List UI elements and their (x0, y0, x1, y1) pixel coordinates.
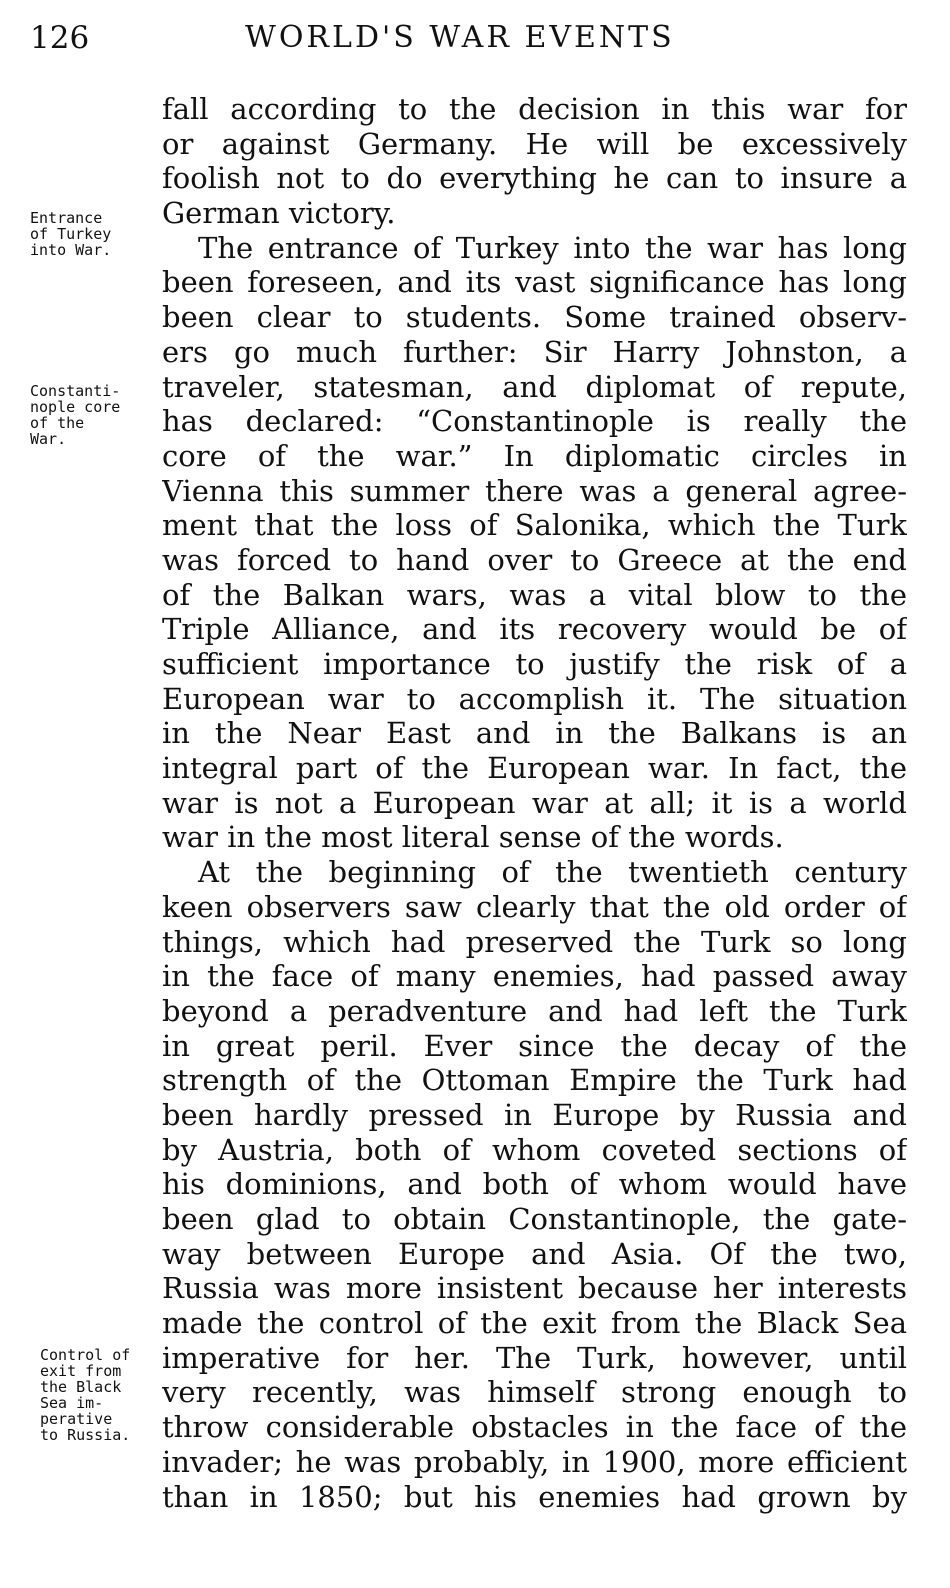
margin-note-line: Entrance (30, 209, 103, 227)
text-line: fall according to the decision in this war for (162, 92, 907, 126)
text-line: made the control of the exit from the Black Sea (162, 1306, 907, 1341)
text-line: war in the most literal sense of the words. (162, 820, 784, 855)
text-line: traveler, statesman, and diplomat of repute, (162, 369, 907, 404)
text-line: his dominions, and both of whom would have (162, 1167, 907, 1202)
body-text (162, 92, 907, 1514)
text-line: sufficient importance to justify the risk of a (162, 647, 907, 681)
text-line: things, which had preserved the Turk so long (162, 924, 907, 959)
margin-note-line: of Turkey (30, 225, 112, 243)
text-line: Russia was more insistent because her interests (162, 1271, 907, 1306)
text-line: keen observers saw clearly that the old order of (162, 889, 907, 924)
text-line: The entrance of Turkey into the war has long (198, 230, 907, 265)
text-line: strength of the Ottoman Empire the Turk had (162, 1063, 907, 1098)
text-line: has declared: “Constantinople is really the (162, 404, 907, 439)
text-line: ers go much further: Sir Harry Johnston, a (162, 334, 907, 369)
text-line: Vienna this summer there was a general agree- (162, 473, 907, 508)
text-line: way between Europe and Asia. Of the two, (162, 1236, 907, 1271)
margin-note-line: perative (40, 1410, 113, 1428)
text-line: been hardly pressed in Europe by Russia and (162, 1097, 907, 1132)
margin-note-black-sea (40, 1347, 168, 1443)
margin-note-line: nople core (30, 398, 121, 416)
text-line: throw considerable obstacles in the face of the (162, 1410, 907, 1445)
text-line: or against Germany. He will be excessively (162, 126, 907, 161)
margin-note-line: War. (30, 430, 67, 448)
text-line: by Austria, both of whom coveted sections of (162, 1132, 907, 1167)
margin-note-turkey (30, 210, 158, 258)
text-line: invader; he was probably, in 1900, more efficient (162, 1444, 907, 1479)
margin-note-line: of the (30, 414, 85, 432)
text-line: Triple Alliance, and its recovery would be of (162, 612, 907, 647)
text-line: been glad to obtain Constantinople, the gate- (162, 1202, 907, 1236)
margin-note-line: Sea im- (40, 1394, 104, 1412)
text-line: in the Near East and in the Balkans is an (162, 716, 907, 751)
margin-note-line: the Black (40, 1378, 122, 1396)
page-header (30, 20, 910, 64)
text-line: foolish not to do everything he can to insure a (162, 161, 907, 196)
text-line: been clear to students. Some trained observ- (162, 300, 907, 335)
text-line: in great peril. Ever since the decay of the (162, 1028, 907, 1063)
text-line: integral part of the European war. In fact, the (162, 751, 907, 786)
margin-note-constantinople (30, 383, 158, 447)
text-line: core of the war.” In diplomatic circles in (162, 438, 907, 473)
text-line: German victory. (162, 196, 396, 231)
text-line: was forced to hand over to Greece at the end (162, 542, 907, 577)
margin-note-line: to Russia. (40, 1426, 131, 1444)
text-line: of the Balkan wars, was a vital blow to the (162, 577, 907, 612)
page-number: 126 (30, 20, 90, 56)
text-line: very recently, was himself strong enough to (162, 1375, 907, 1410)
text-line: been foreseen, and its vast significance has long (162, 265, 907, 300)
text-line: ment that the loss of Salonika, which the Turk (162, 508, 907, 543)
text-line: war is not a European war at all; it is a world (162, 785, 907, 820)
margin-note-line: exit from (40, 1362, 122, 1380)
text-line: At the beginning of the twentieth century (198, 855, 907, 890)
margin-note-line: into War. (30, 241, 112, 259)
margin-note-line: Control of (40, 1346, 131, 1364)
running-title: WORLD'S WAR EVENTS (245, 20, 675, 55)
margin-note-line: Constanti- (30, 382, 121, 400)
text-line: European war to accomplish it. The situation (162, 681, 907, 716)
text-line: imperative for her. The Turk, however, until (162, 1340, 907, 1375)
text-line: than in 1850; but his enemies had grown by (162, 1479, 907, 1514)
text-line: in the face of many enemies, had passed away (162, 959, 907, 994)
text-line: beyond a peradventure and had left the Turk (162, 993, 907, 1028)
